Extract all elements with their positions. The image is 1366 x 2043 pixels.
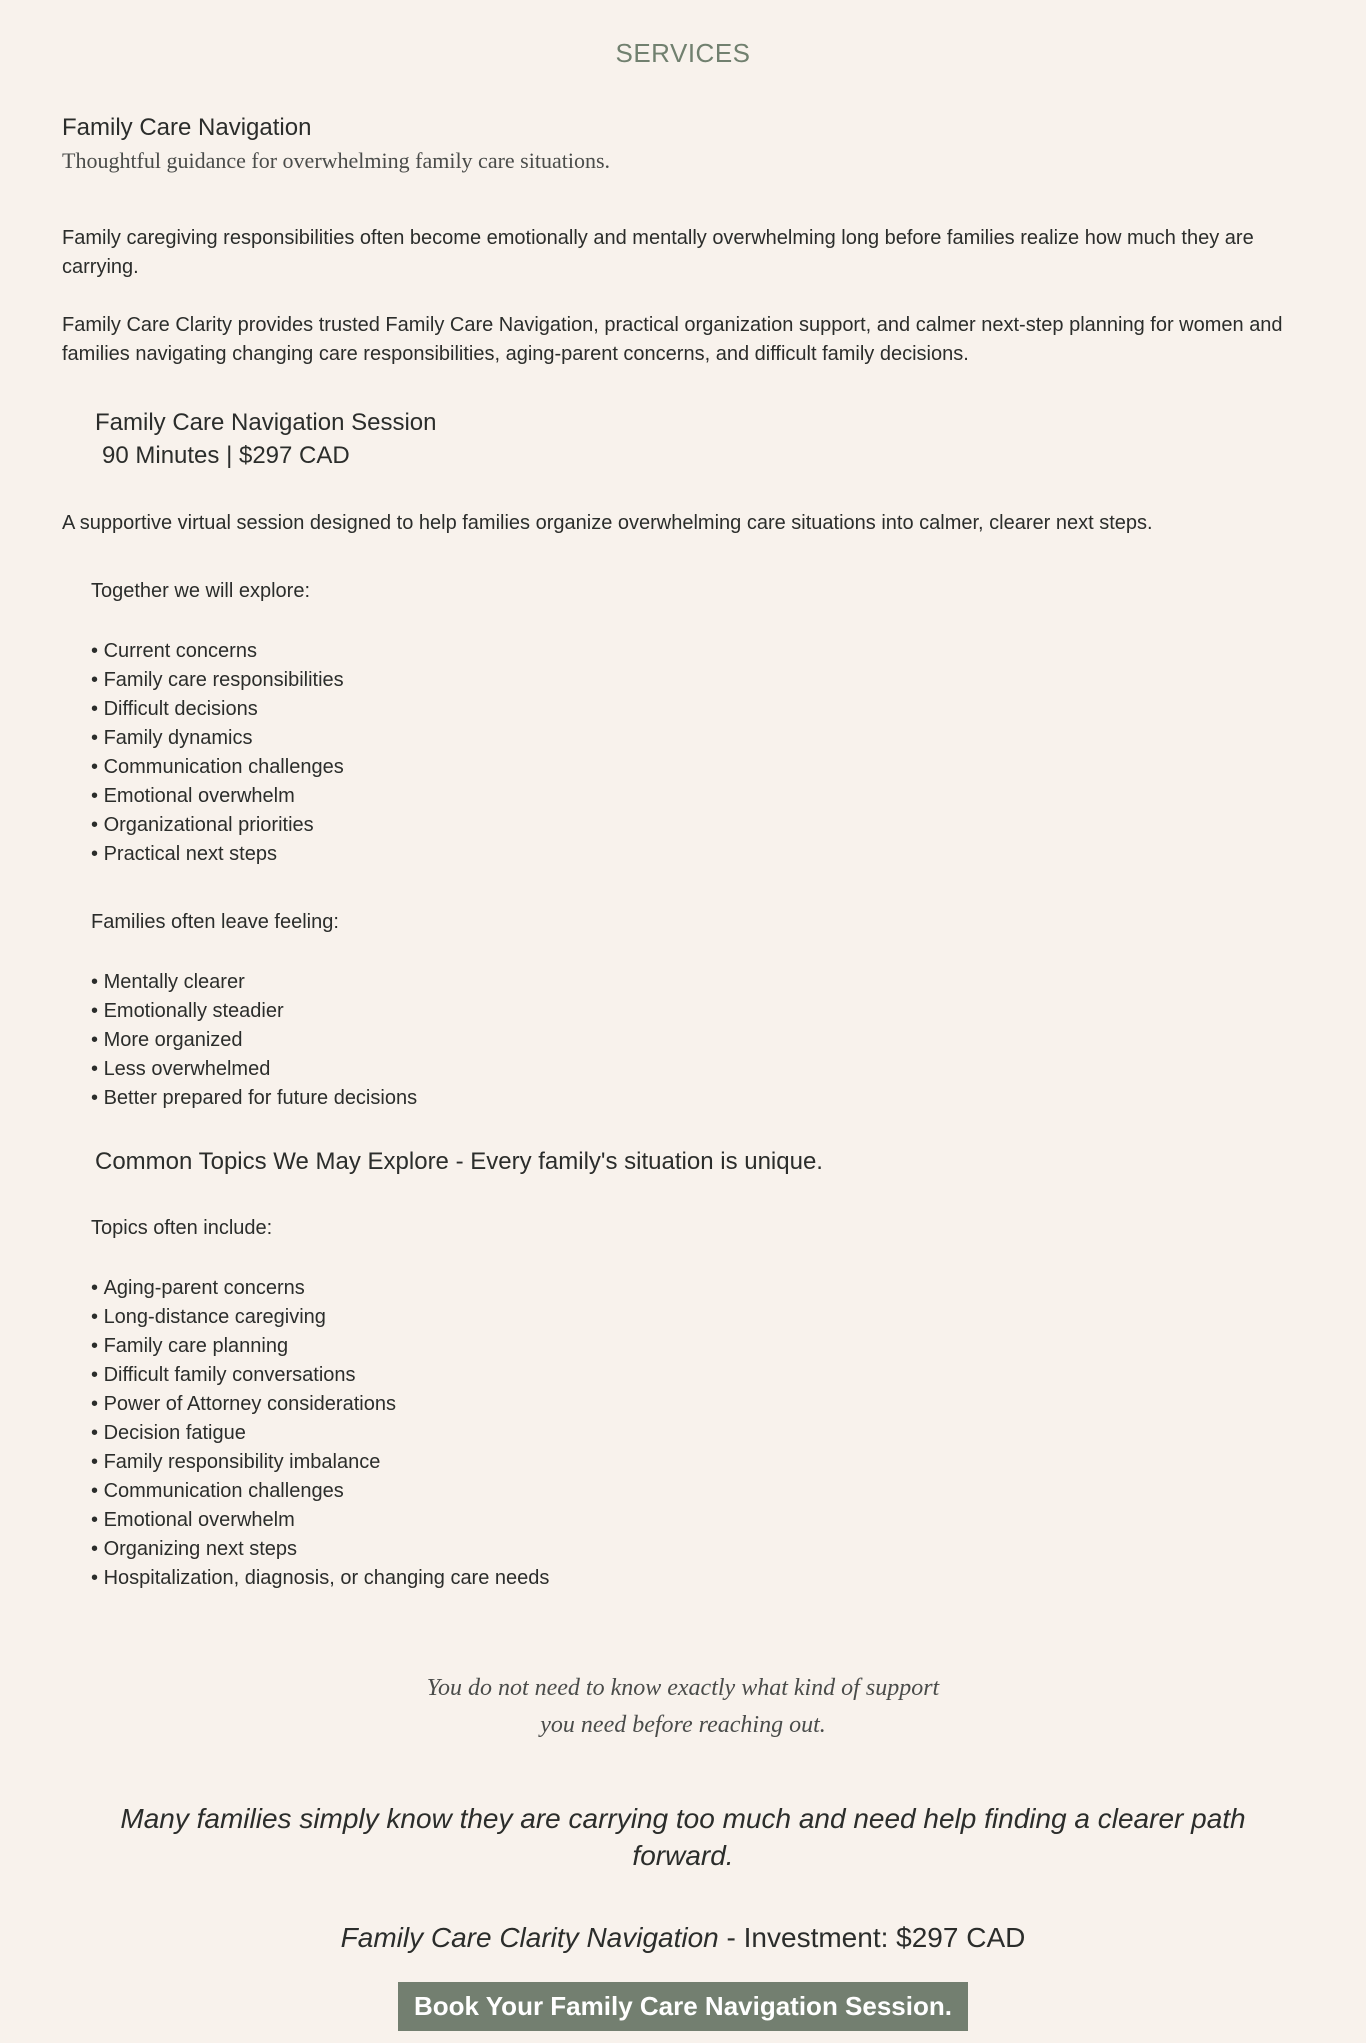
cta-container: [0, 1982, 1366, 2031]
topics-title: Topics often include:: [91, 1217, 273, 1239]
list-item: • Family care responsibilities: [91, 666, 344, 695]
investment-price: Investment: $297 CAD: [743, 1922, 1026, 1953]
list-item: • Emotional overwhelm: [91, 782, 344, 811]
list-item: • Practical next steps: [91, 840, 344, 869]
feelings-title: Families often leave feeling:: [91, 911, 339, 933]
list-item: • Mentally clearer: [91, 968, 417, 997]
list-item: • Communication challenges: [91, 1477, 549, 1506]
reassurance-quote: [0, 1670, 1366, 1744]
feelings-list: [91, 968, 417, 1113]
quote-line-1: You do not need to know exactly what kind of support: [426, 1675, 940, 1701]
emphasis-quote: Many families simply know they are carrying too much and need help finding a clearer path forward.: [120, 1803, 1246, 1871]
list-item: • Power of Attorney considerations: [91, 1390, 549, 1419]
session-description: A supportive virtual session designed to help families organize overwhelming care situations into calmer, clearer next steps.: [62, 512, 1153, 534]
list-item: • Organizing next steps: [91, 1535, 549, 1564]
session-meta: 90 Minutes | $297 CAD: [102, 442, 350, 469]
section-label: SERVICES: [615, 38, 751, 68]
list-item: • More organized: [91, 1026, 417, 1055]
topics-list: [91, 1274, 549, 1593]
list-item: • Emotionally steadier: [91, 997, 417, 1026]
list-item: • Family care planning: [91, 1332, 549, 1361]
investment-line: [0, 1922, 1366, 1954]
topics-heading: Common Topics We May Explore - Every family's situation is unique.: [95, 1148, 823, 1175]
list-item: • Hospitalization, diagnosis, or changing care needs: [91, 1564, 549, 1593]
list-item: • Decision fatigue: [91, 1419, 549, 1448]
explore-title: Together we will explore:: [91, 580, 310, 602]
list-item: • Family responsibility imbalance: [91, 1448, 549, 1477]
list-item: • Aging-parent concerns: [91, 1274, 549, 1303]
list-item: • Difficult decisions: [91, 695, 344, 724]
list-item: • Emotional overwhelm: [91, 1506, 549, 1535]
book-session-button[interactable]: Book Your Family Care Navigation Session.: [398, 1982, 968, 2031]
list-item: • Family dynamics: [91, 724, 344, 753]
list-item: • Current concerns: [91, 637, 344, 666]
service-tagline: Thoughtful guidance for overwhelming family care situations.: [62, 148, 611, 173]
list-item: • Better prepared for future decisions: [91, 1084, 417, 1113]
explore-list: [91, 637, 344, 869]
list-item: • Communication challenges: [91, 753, 344, 782]
service-title: Family Care Navigation: [62, 114, 312, 141]
intro-paragraph-2: Family Care Clarity provides trusted Family Care Navigation, practical organization support, and calmer next-step planning for women and families navigating changing care responsibilities, aging-parent concerns, and difficult family decisions.: [62, 314, 1283, 365]
session-name: Family Care Navigation Session: [95, 409, 437, 436]
list-item: • Organizational priorities: [91, 811, 344, 840]
list-item: • Long-distance caregiving: [91, 1303, 549, 1332]
investment-service-name: Family Care Clarity Navigation: [340, 1922, 719, 1953]
intro-paragraph-1: Family caregiving responsibilities often become emotionally and mentally overwhelming long before families realize how much they are carrying.: [62, 227, 1254, 278]
list-item: • Less overwhelmed: [91, 1055, 417, 1084]
quote-line-2: you need before reaching out.: [540, 1712, 826, 1738]
investment-separator: -: [718, 1922, 744, 1953]
list-item: • Difficult family conversations: [91, 1361, 549, 1390]
